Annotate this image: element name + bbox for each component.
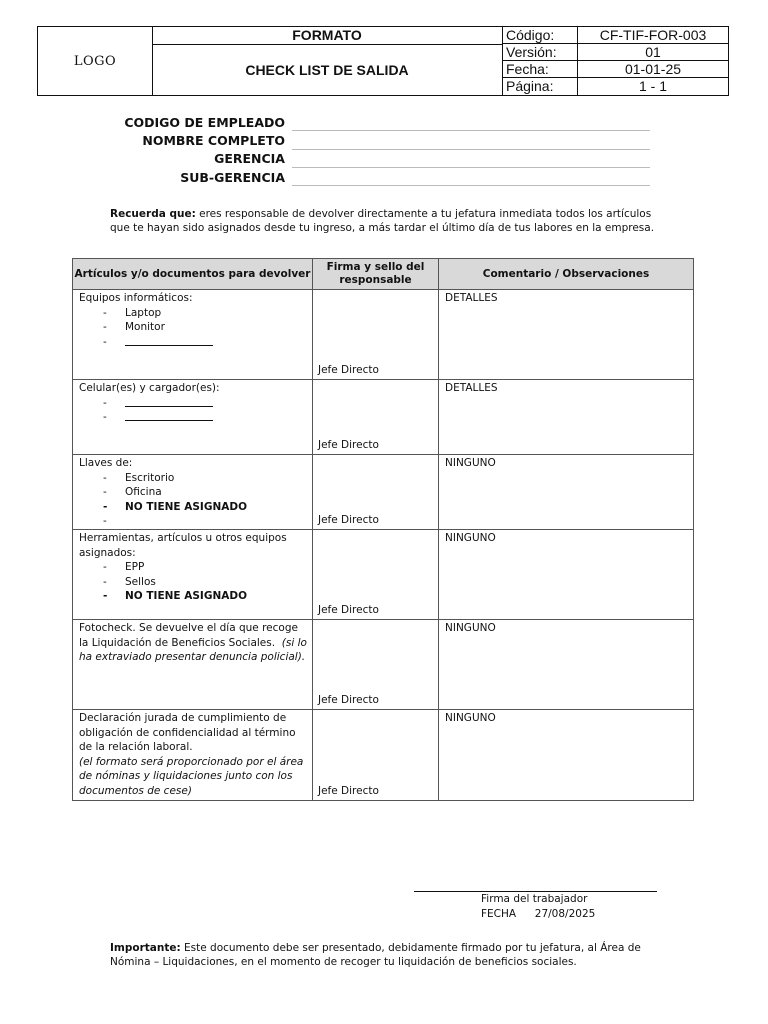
management-label: GERENCIA: [214, 151, 285, 166]
date-value: 27/08/2025: [534, 908, 596, 920]
signer-label: Jefe Directo: [318, 604, 379, 617]
list-item: - Laptop: [103, 306, 162, 319]
list-item: - Oficina: [103, 486, 162, 499]
reminder-note: [110, 207, 670, 235]
signer-label: Jefe Directo: [318, 694, 379, 707]
signature-cell[interactable]: [313, 710, 439, 800]
signer-label: Jefe Directo: [318, 364, 379, 377]
meta-value: 01-01-25: [624, 61, 682, 77]
format-label: FORMATO: [152, 27, 502, 45]
table-row-affidavit: [73, 710, 693, 800]
item-title: Llaves de:: [79, 457, 133, 469]
list-item-text: Laptop: [125, 306, 162, 319]
item-title: asignados:: [79, 546, 136, 559]
important-note: [110, 941, 670, 969]
comment-cell[interactable]: NINGUNO: [445, 622, 496, 634]
items-cell: [73, 710, 313, 800]
table-row-keys: [73, 455, 693, 530]
full-name-field[interactable]: [292, 149, 650, 150]
items-cell: [73, 620, 313, 709]
meta-key: Página:: [502, 78, 578, 95]
list-item-text: NO TIENE ASIGNADO: [125, 590, 247, 603]
items-cell: [73, 290, 313, 379]
signature-cell[interactable]: [313, 290, 439, 379]
items-cell: [73, 455, 313, 529]
list-item: - EPP: [103, 561, 145, 574]
list-item: - Escritorio: [103, 471, 175, 484]
table-row-phone: [73, 380, 693, 455]
document-header: [37, 26, 729, 96]
item-title: Declaración jurada de cumplimiento de: [79, 712, 287, 724]
meta-key: Código:: [502, 27, 578, 43]
list-item: -: [103, 515, 107, 528]
list-item: - Monitor: [103, 321, 165, 334]
logo-placeholder: LOGO: [38, 27, 153, 95]
reminder-line-1: eres responsable de devolver directamente a tu jefatura inmediata todos los artículos: [195, 208, 652, 220]
signature-date: [481, 908, 595, 920]
list-item-text: Escritorio: [125, 471, 175, 484]
sub-management-field[interactable]: [292, 185, 650, 186]
item-title: Equipos informáticos:: [79, 292, 193, 304]
signature-cell[interactable]: [313, 620, 439, 709]
table-row-it-equipment: [73, 290, 693, 380]
blank-line[interactable]: [125, 410, 213, 421]
comment-column-header: Comentario / Observaciones: [482, 267, 650, 280]
meta-row-code: [502, 27, 728, 44]
header-meta-table: [502, 27, 728, 95]
comment-cell[interactable]: DETALLES: [445, 382, 498, 394]
list-item-text: Sellos: [125, 575, 156, 588]
item-title: Herramientas, artículos u otros equipos: [79, 532, 287, 544]
meta-key: Fecha:: [502, 61, 578, 77]
table-row-id-card: [73, 620, 693, 710]
worker-signature-label: Firma del trabajador: [481, 893, 588, 905]
important-line-1: Este documento debe ser presentado, debidamente firmado por tu jefatura, al Área de: [180, 942, 641, 954]
list-item: - Sellos: [103, 575, 156, 588]
item-note: documentos de cese): [79, 784, 192, 797]
item-note: (si lo: [281, 636, 307, 649]
item-title: de la relación laboral.: [79, 741, 193, 754]
employee-code-field[interactable]: [292, 130, 650, 131]
item-note: de nóminas y liquidaciones junto con los: [79, 770, 293, 783]
blank-line[interactable]: [125, 396, 213, 407]
items-column-header: Artículos y/o documentos para devolver: [73, 259, 313, 289]
comment-cell[interactable]: NINGUNO: [445, 457, 496, 469]
item-note: ha extraviado presentar denuncia policial).: [79, 651, 306, 664]
worker-signature-line[interactable]: [414, 891, 657, 892]
sub-management-label: SUB-GERENCIA: [180, 170, 285, 185]
important-line-2: Nómina – Liquidaciones, en el momento de recoger tu liquidación de beneficios sociales.: [110, 956, 577, 968]
meta-value: CF-TIF-FOR-003: [599, 27, 707, 43]
meta-key: Versión:: [502, 44, 578, 60]
items-cell: [73, 530, 313, 619]
meta-row-version: [502, 44, 728, 61]
management-field[interactable]: [292, 167, 650, 168]
list-item-text: NO TIENE ASIGNADO: [125, 500, 247, 513]
list-item: -: [79, 410, 312, 425]
reminder-line-2: que te hayan sido asignados desde tu ingreso, a más tardar el último día de tus labores en la empresa.: [110, 222, 655, 234]
return-items-table: [72, 258, 694, 801]
signature-column-header: Firma y sello del responsable: [313, 259, 439, 289]
signer-label: Jefe Directo: [318, 439, 379, 452]
signer-label: Jefe Directo: [318, 785, 379, 798]
table-header: [73, 259, 693, 290]
signer-label: Jefe Directo: [318, 514, 379, 527]
full-name-label: NOMBRE COMPLETO: [142, 133, 285, 148]
important-lead: Importante:: [110, 942, 181, 954]
blank-line[interactable]: [125, 335, 213, 346]
signature-cell[interactable]: [313, 380, 439, 454]
signature-cell[interactable]: [313, 530, 439, 619]
comment-cell[interactable]: NINGUNO: [445, 712, 496, 724]
meta-row-page: [502, 78, 728, 95]
meta-row-date: [502, 61, 728, 78]
date-label: FECHA: [481, 908, 517, 920]
header-title-block: [152, 27, 503, 95]
document-title: CHECK LIST DE SALIDA: [245, 62, 409, 78]
list-item-text: EPP: [125, 561, 145, 574]
employee-code-label: CODIGO DE EMPLEADO: [124, 115, 285, 130]
comment-cell[interactable]: NINGUNO: [445, 532, 496, 544]
reminder-lead: Recuerda que:: [110, 208, 196, 220]
meta-value: 1 - 1: [638, 78, 667, 94]
table-row-tools: [73, 530, 693, 620]
list-item-text: Oficina: [125, 486, 162, 499]
items-cell: [73, 380, 313, 454]
item-title: obligación de confidencialidad al término: [79, 726, 296, 739]
list-item: - NO TIENE ASIGNADO: [103, 500, 247, 513]
list-item: - NO TIENE ASIGNADO: [103, 590, 247, 603]
list-item: -: [79, 335, 312, 350]
item-title: Fotocheck. Se devuelve el día que recoge: [79, 622, 298, 634]
item-title: la Liquidación de Beneficios Sociales.: [79, 636, 276, 649]
signature-cell[interactable]: [313, 455, 439, 529]
item-title: Celular(es) y cargador(es):: [79, 382, 220, 394]
comment-cell[interactable]: DETALLES: [445, 292, 498, 304]
list-item-text: Monitor: [125, 321, 165, 334]
item-note: (el formato será proporcionado por el área: [79, 755, 304, 768]
list-item: -: [79, 396, 312, 411]
meta-value: 01: [645, 44, 661, 60]
